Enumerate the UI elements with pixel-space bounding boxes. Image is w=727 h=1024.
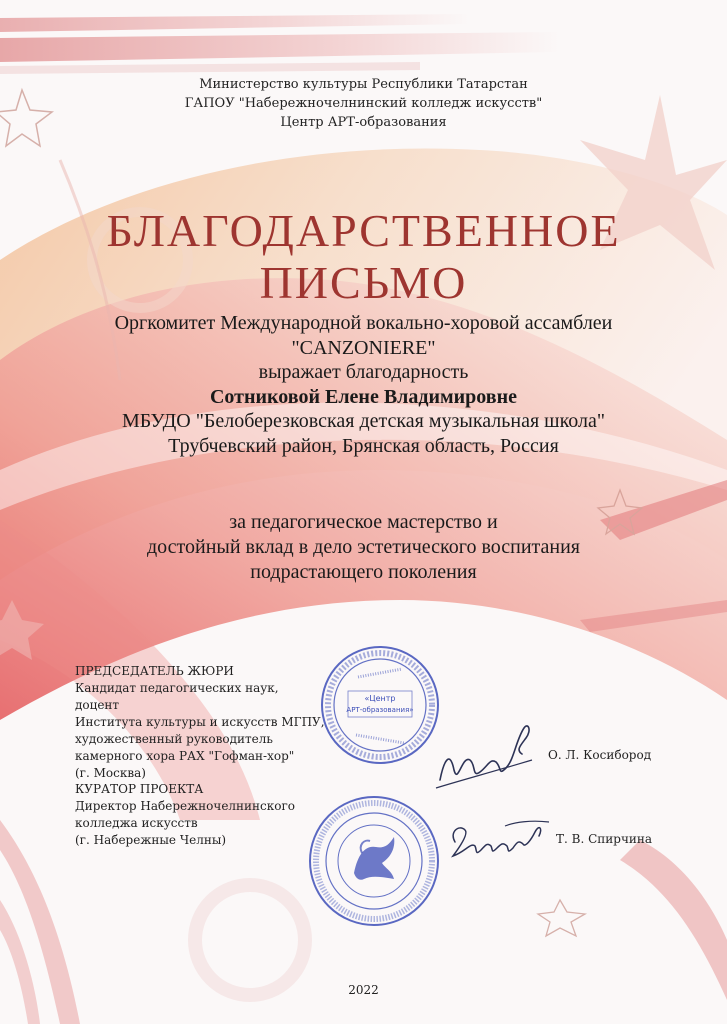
recipient-organization: МБУДО "Белоберезковская детская музыкальная школа" <box>121 410 606 432</box>
center-line: Центр АРТ-образования <box>280 115 447 130</box>
signatory-role: ПРЕДСЕДАТЕЛЬ ЖЮРИ <box>75 664 234 678</box>
signatory-desc: колледжа искусств <box>75 816 198 830</box>
seal-center-line-2: АРТ-образования» <box>346 706 414 714</box>
signatory-desc: Института культуры и искусств МГПУ, <box>75 715 325 729</box>
issuer-header <box>0 75 727 132</box>
signature-spirchina <box>445 812 555 867</box>
signature-kosiborod <box>432 710 542 790</box>
seal-center-line-1: «Центр <box>364 694 396 703</box>
signatory-curator <box>75 781 325 849</box>
organizer-line: Оргкомитет Международной вокально-хоровой ассамблеи <box>114 312 613 334</box>
letter-body <box>0 311 727 458</box>
ministry-line: Министерство культуры Республики Татарстан <box>199 77 528 92</box>
organization-seal <box>318 643 442 767</box>
signatory-desc: (г. Набережные Челны) <box>75 833 227 847</box>
signatory-desc: Директор Набережночелнинского <box>75 799 295 813</box>
recipient-location: Трубчевский район, Брянская область, Россия <box>168 434 559 457</box>
merit-line-2: достойный вклад в дело эстетического воспитания <box>146 536 581 558</box>
signatory-name-curator: Т. В. Спирчина <box>556 832 653 846</box>
signatory-role: КУРАТОР ПРОЕКТА <box>75 782 204 796</box>
document-title <box>0 205 727 308</box>
college-seal <box>306 793 442 929</box>
recipient-name: Сотниковой Елене Владимировне <box>209 385 517 408</box>
signatory-jury-chair <box>75 663 325 782</box>
merit-statement <box>0 510 727 585</box>
signatory-name-jury-chair: О. Л. Косибород <box>548 748 652 762</box>
title-line-1: БЛАГОДАРСТВЕННОЕ <box>106 205 621 256</box>
signatory-desc: художественный руководитель <box>75 732 273 746</box>
signatory-desc: (г. Москва) <box>75 766 146 780</box>
college-line: ГАПОУ "Набережночелнинский колледж искусств" <box>184 96 543 111</box>
merit-line-3: подрастающего поколения <box>250 561 477 583</box>
title-line-2: ПИСЬМО <box>259 257 468 308</box>
gratitude-line: выражает благодарность <box>258 361 469 383</box>
document-year: 2022 <box>348 983 379 997</box>
event-name: "CANZONIERE" <box>291 336 436 359</box>
signatory-desc: Кандидат педагогических наук, доцент <box>75 681 279 712</box>
signatory-desc: камерного хора РАХ "Гофман-хор" <box>75 749 295 763</box>
merit-line-1: за педагогическое мастерство и <box>229 511 498 533</box>
